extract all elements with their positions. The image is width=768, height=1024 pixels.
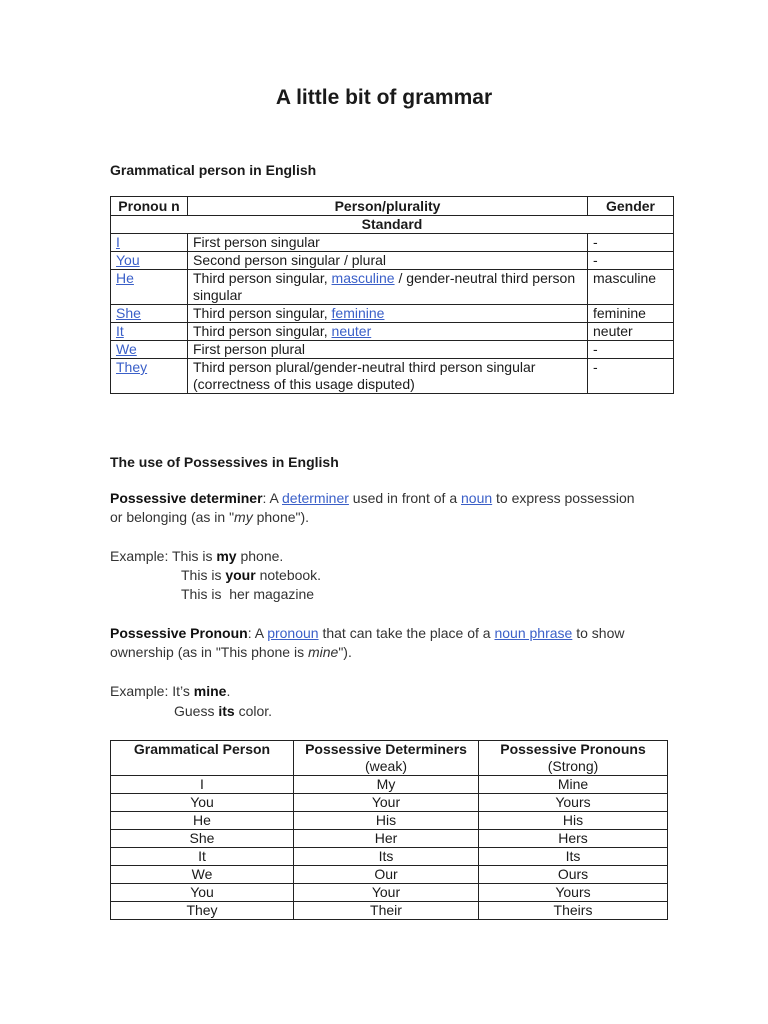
person-plurality-cell — [188, 341, 588, 359]
pronoun-example-line-2 — [174, 702, 272, 721]
determiner-example-line-2 — [181, 566, 321, 585]
table-header-row — [111, 741, 668, 776]
person-plurality-cell — [188, 305, 588, 323]
cell-text: Third person plural/gender-neutral third person singular (correctness of this usage disputed) — [193, 359, 536, 392]
table-row — [111, 776, 668, 794]
table-row — [111, 884, 668, 902]
link-determiner[interactable]: determiner — [282, 490, 349, 506]
pronoun-example-line-1 — [110, 682, 230, 701]
pronoun-cell — [111, 323, 188, 341]
example-emphasis: my — [234, 509, 253, 525]
table-row — [111, 794, 668, 812]
possessive-determiner-definition — [110, 489, 650, 527]
example-text: Example: This is — [110, 548, 217, 564]
definition-text: to express possession or belonging (as in " — [110, 490, 635, 525]
pronoun-link[interactable]: It — [116, 323, 124, 339]
example-text: Example: It’s — [110, 683, 194, 699]
person-cell: I — [111, 776, 294, 794]
group-label-standard: Standard — [111, 216, 674, 234]
column-header-pronoun: Pronou n — [111, 197, 188, 216]
table-row — [111, 341, 674, 359]
example-text: color. — [234, 703, 273, 719]
person-plurality-cell — [188, 252, 588, 270]
pronoun-cell: Its — [479, 848, 668, 866]
table-row — [111, 305, 674, 323]
table-header-row — [111, 197, 674, 216]
link-noun[interactable]: noun — [461, 490, 493, 506]
table-row — [111, 323, 674, 341]
table-row — [111, 234, 674, 252]
section-heading-grammatical-person: Grammatical person in English — [110, 162, 317, 178]
pronoun-cell: Hers — [479, 830, 668, 848]
example-text: This is — [181, 567, 226, 583]
pronoun-cell — [111, 252, 188, 270]
gender-cell: neuter — [588, 323, 674, 341]
determiner-example-line-3: This is her magazine — [181, 586, 315, 602]
definition-text: : A — [247, 625, 268, 641]
pronoun-cell: Yours — [479, 884, 668, 902]
definition-text: : A — [262, 490, 282, 506]
example-emphasis: mine — [307, 644, 339, 660]
definition-text: "). — [338, 644, 352, 660]
example-bold: mine — [193, 683, 227, 699]
cell-text: First person plural — [193, 341, 306, 357]
cell-text: Second person singular / plural — [193, 252, 387, 268]
determiner-cell: Your — [294, 794, 479, 812]
term-possessive-pronoun: Possessive Pronoun — [110, 625, 248, 641]
table-group-row — [111, 216, 674, 234]
person-plurality-cell — [188, 270, 588, 305]
table-row — [111, 902, 668, 920]
person-cell: It — [111, 848, 294, 866]
pronoun-link[interactable]: I — [116, 234, 120, 250]
gender-cell: feminine — [588, 305, 674, 323]
example-bold: my — [216, 548, 237, 564]
header-subtext: (weak) — [364, 758, 407, 774]
gender-cell: - — [588, 341, 674, 359]
link-pronoun[interactable]: pronoun — [267, 625, 319, 641]
determiner-example-line-1 — [110, 547, 283, 566]
person-cell: You — [111, 884, 294, 902]
column-header-possessive-pronouns — [479, 741, 668, 776]
gender-term-link[interactable]: neuter — [331, 323, 372, 339]
determiner-cell: Its — [294, 848, 479, 866]
pronoun-cell: Yours — [479, 794, 668, 812]
person-cell: You — [111, 794, 294, 812]
table-row — [111, 812, 668, 830]
table-row — [111, 830, 668, 848]
example-text: notebook. — [255, 567, 322, 583]
header-text: Possessive Pronouns — [500, 741, 646, 757]
pronoun-link[interactable]: He — [116, 270, 134, 286]
table-row — [111, 848, 668, 866]
table-row — [111, 270, 674, 305]
column-header-person-plurality: Person/plurality — [188, 197, 588, 216]
determiner-cell: Her — [294, 830, 479, 848]
pronoun-cell — [111, 359, 188, 394]
header-text: Possessive Determiners — [305, 741, 467, 757]
term-possessive-determiner: Possessive determiner — [110, 490, 263, 506]
determiner-cell: Their — [294, 902, 479, 920]
pronoun-cell — [111, 234, 188, 252]
possessives-table — [110, 740, 668, 920]
example-bold: your — [225, 567, 256, 583]
cell-text: Third person singular, — [193, 323, 332, 339]
possessive-pronoun-definition — [110, 624, 650, 662]
person-cell: They — [111, 902, 294, 920]
table-row — [111, 866, 668, 884]
example-bold: its — [218, 703, 235, 719]
gender-cell: - — [588, 359, 674, 394]
person-plurality-cell — [188, 323, 588, 341]
column-header-gender: Gender — [588, 197, 674, 216]
person-cell: We — [111, 866, 294, 884]
gender-term-link[interactable]: masculine — [331, 270, 395, 286]
cell-text: First person singular — [193, 234, 320, 250]
cell-text: Third person singular, — [193, 305, 332, 321]
determiner-cell: Your — [294, 884, 479, 902]
pronoun-cell: Mine — [479, 776, 668, 794]
section-heading-possessives: The use of Possessives in English — [110, 454, 339, 470]
pronoun-cell: Ours — [479, 866, 668, 884]
example-text: phone. — [236, 548, 284, 564]
person-plurality-cell — [188, 234, 588, 252]
pronoun-link[interactable]: We — [116, 341, 137, 357]
pronoun-cell: His — [479, 812, 668, 830]
person-plurality-cell — [188, 359, 588, 394]
gender-cell: - — [588, 252, 674, 270]
pronoun-cell — [111, 270, 188, 305]
determiner-cell: His — [294, 812, 479, 830]
pronoun-cell — [111, 341, 188, 359]
table-row — [111, 252, 674, 270]
column-header-possessive-determiners — [294, 741, 479, 776]
example-text: Guess — [174, 703, 219, 719]
person-cell: She — [111, 830, 294, 848]
person-cell: He — [111, 812, 294, 830]
example-text: . — [226, 683, 231, 699]
definition-text: phone"). — [252, 509, 310, 525]
determiner-cell: Our — [294, 866, 479, 884]
page-title: A little bit of grammar — [275, 86, 493, 109]
definition-text: to show ownership (as in "This phone is — [110, 625, 625, 660]
grammatical-person-table — [110, 196, 674, 394]
cell-text: / gender-neutral third person singular — [193, 270, 576, 303]
column-header-grammatical-person: Grammatical Person — [111, 741, 294, 776]
gender-cell: masculine — [588, 270, 674, 305]
gender-term-link[interactable]: feminine — [331, 305, 385, 321]
determiner-cell: My — [294, 776, 479, 794]
header-subtext: (Strong) — [547, 758, 599, 774]
definition-text: used in front of a — [348, 490, 461, 506]
gender-cell: - — [588, 234, 674, 252]
pronoun-link[interactable]: They — [116, 359, 148, 375]
cell-text: Third person singular, — [193, 270, 332, 286]
pronoun-link[interactable]: She — [116, 305, 141, 321]
link-noun-phrase[interactable]: noun phrase — [494, 625, 573, 641]
definition-text: that can take the place of a — [318, 625, 495, 641]
pronoun-cell — [111, 305, 188, 323]
pronoun-link[interactable]: You — [116, 252, 140, 268]
pronoun-cell: Theirs — [479, 902, 668, 920]
table-row — [111, 359, 674, 394]
